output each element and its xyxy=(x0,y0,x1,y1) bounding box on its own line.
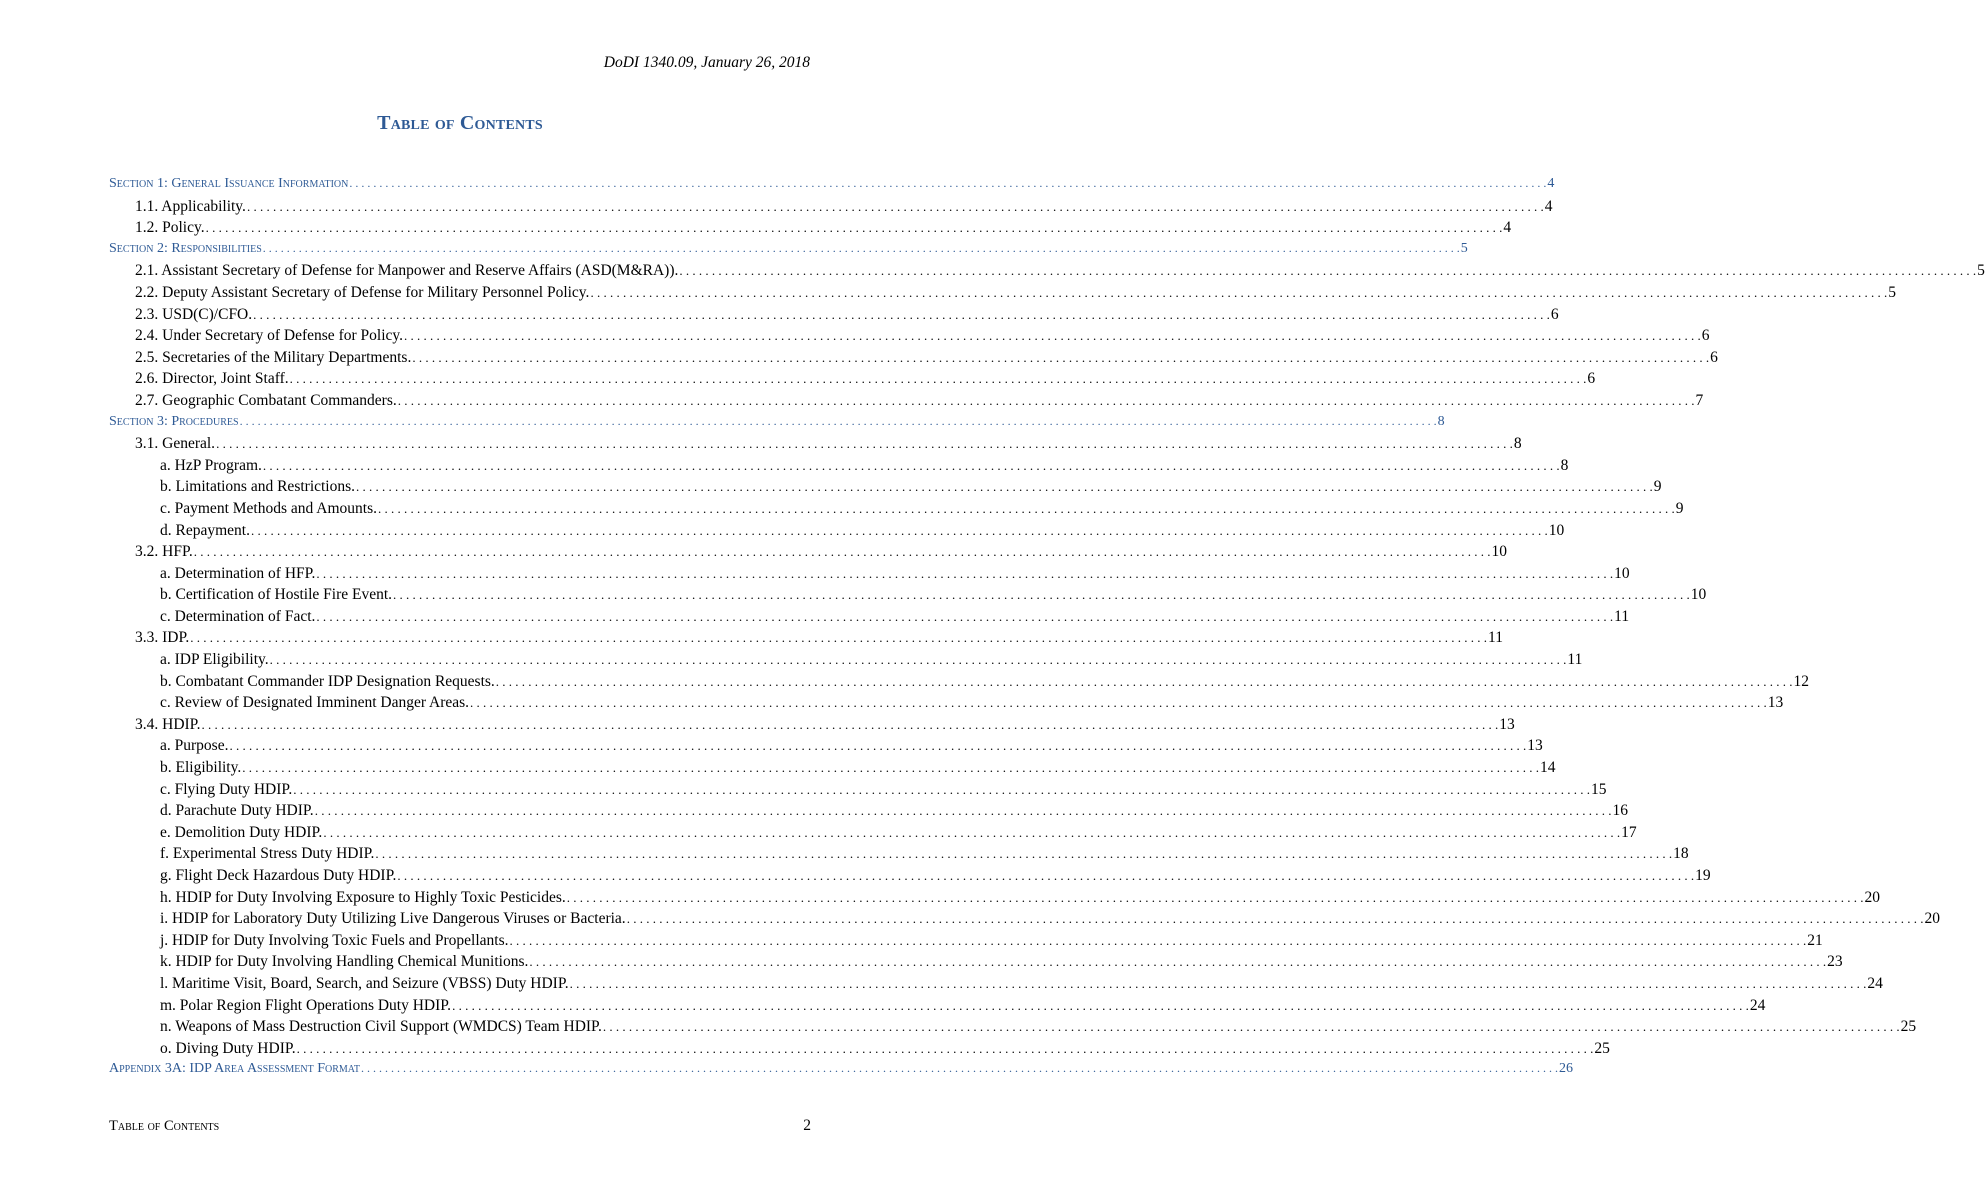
toc-entry[interactable] xyxy=(109,694,1784,716)
dot-leader: . . . . . . . . . . . . . . . . . . . . . . . . . . . . . . . . . . . . . . . . . . . . . . . . . . . . . . . . . . . . . . . . . . . . . . . . . . . . . . . . . . . . . . . . . . . . . . . . . . . . . . . . . . . . . . . . . . . . . . . . . . . . . . . . . . . . . . . . . . . . . . . . . . . . . . . . . . . . . . . . . . . . . . . . . . . . . . . . . . . . . . . . . . . . . . . . . . . . . . . . xyxy=(239,413,1437,428)
toc-entry-page[interactable]: 6 xyxy=(1587,370,1596,388)
toc-entry-page[interactable]: 8 xyxy=(1513,435,1522,453)
toc-entry-label[interactable]: d. Parachute Duty HDIP. xyxy=(160,802,314,820)
toc-entry-page[interactable]: 4 xyxy=(1544,197,1553,215)
dot-leader: . . . . . . . . . . . . . . . . . . . . . . . . . . . . . . . . . . . . . . . . . . . . . . . . . . . . . . . . . . . . . . . . . . . . . . . . . . . . . . . . . . . . . . . . . . . . . . . . . . . . . . . . . . . . . . . . . . . . . . . . . . . . . . . . . . . . . . . . . . . . . . . . . . . . . . . . . . . . . . . . . . . . . . . . . . . . . . . . . . . . . . . . . . . . . . . . . . . . . . . . xyxy=(201,716,1499,732)
toc-entry-page[interactable]: 25 xyxy=(1594,1039,1610,1057)
page-footer xyxy=(109,1117,811,1135)
toc-entry[interactable] xyxy=(109,996,1766,1019)
toc-entry[interactable] xyxy=(109,802,1628,824)
toc-entry-label[interactable]: 2.3. USD(C)/CFO. xyxy=(135,305,253,323)
toc-entry-label[interactable]: b. Limitations and Restrictions. xyxy=(160,478,356,496)
toc-entry-label[interactable]: Appendix 3A: IDP Area Assessment Format xyxy=(109,1061,361,1077)
toc-entry-page[interactable]: 5 xyxy=(1888,283,1896,301)
toc-entry-label[interactable]: f. Experimental Stress Duty HDIP. xyxy=(160,845,375,863)
dot-leader: . . . . . . . . . . . . . . . . . . . . . . . . . . . . . . . . . . . . . . . . . . . . . . . . . . . . . . . . . . . . . . . . . . . . . . . . . . . . . . . . . . . . . . . . . . . . . . . . . . . . . . . . . . . . . . . . . . . . . . . . . . . . . . . . . . . . . . . . . . . . . . . . . . . . . . . . . . . . . . . . . . . . . . . . . . . . . . . . . . . . . . . . . . . . . . . . . . . . . . . . xyxy=(602,1019,1900,1035)
dot-leader: . . . . . . . . . . . . . . . . . . . . . . . . . . . . . . . . . . . . . . . . . . . . . . . . . . . . . . . . . . . . . . . . . . . . . . . . . . . . . . . . . . . . . . . . . . . . . . . . . . . . . . . . . . . . . . . . . . . . . . . . . . . . . . . . . . . . . . . . . . . . . . . . . . . . . . . . . . . . . . . . . . . . . . . . . . . . . . . . . . . . . . . . . . . . . . . . . . . . . . . . xyxy=(397,392,1695,408)
dot-leader: . . . . . . . . . . . . . . . . . . . . . . . . . . . . . . . . . . . . . . . . . . . . . . . . . . . . . . . . . . . . . . . . . . . . . . . . . . . . . . . . . . . . . . . . . . . . . . . . . . . . . . . . . . . . . . . . . . . . . . . . . . . . . . . . . . . . . . . . . . . . . . . . . . . . . . . . . . . . . . . . . . . . . . . . . . . . . . . . . . . . . . . . . . . . . . . . . . . . . . . . xyxy=(452,997,1749,1013)
toc-entry[interactable] xyxy=(109,974,1883,997)
toc-entry[interactable] xyxy=(109,629,1503,651)
toc-entry-page[interactable]: 21 xyxy=(1807,931,1823,949)
toc-entry[interactable] xyxy=(109,564,1630,587)
toc-entry-page[interactable]: 6 xyxy=(1701,327,1710,345)
dot-leader: . . . . . . . . . . . . . . . . . . . . . . . . . . . . . . . . . . . . . . . . . . . . . . . . . . . . . . . . . . . . . . . . . . . . . . . . . . . . . . . . . . . . . . . . . . . . . . . . . . . . . . . . . . . . . . . . . . . . . . . . . . . . . . . . . . . . . . . . . . . . . . . . . . . . . . . . . . . . . . . . . . . . . . . . . . . . . . . . . . . . . . . . . . . . . . . . . . . . . . . . xyxy=(250,522,1548,538)
dot-leader: . . . . . . . . . . . . . . . . . . . . . . . . . . . . . . . . . . . . . . . . . . . . . . . . . . . . . . . . . . . . . . . . . . . . . . . . . . . . . . . . . . . . . . . . . . . . . . . . . . . . . . . . . . . . . . . . . . . . . . . . . . . . . . . . . . . . . . . . . . . . . . . . . . . . . . . . . . . . . . . . . . . . . . . . . . . . . . . . . . . . . . . . . . . . . . . . . . . . . . . . xyxy=(289,371,1587,387)
toc-entry-page[interactable]: 6 xyxy=(1550,305,1559,323)
dot-leader: . . . . . . . . . . . . . . . . . . . . . . . . . . . . . . . . . . . . . . . . . . . . . . . . . . . . . . . . . . . . . . . . . . . . . . . . . . . . . . . . . . . . . . . . . . . . . . . . . . . . . . . . . . . . . . . . . . . . . . . . . . . . . . . . . . . . . . . . . . . . . . . . . . . . . . . . . . . . . . . . . . . . . . . . . . . . . . . . . . . . . . . . . . . . . . . . . . . . . . . . xyxy=(316,565,1614,581)
toc-entry-label[interactable]: c. Payment Methods and Amounts. xyxy=(160,499,377,517)
page-title: Table of Contents xyxy=(377,112,543,134)
toc-entry-page[interactable]: 13 xyxy=(1767,694,1784,712)
toc-entry[interactable] xyxy=(109,391,1704,414)
toc-entry-page[interactable]: 24 xyxy=(1749,996,1766,1014)
toc-entry-page[interactable]: 9 xyxy=(1653,478,1662,496)
toc-entry[interactable] xyxy=(109,370,1596,392)
toc-entry-label[interactable]: 3.1. General. xyxy=(135,435,216,453)
toc-entry[interactable] xyxy=(109,715,1515,738)
dot-leader: . . . . . . . . . . . . . . . . . . . . . . . . . . . . . . . . . . . . . . . . . . . . . . . . . . . . . . . . . . . . . . . . . . . . . . . . . . . . . . . . . . . . . . . . . . . . . . . . . . . . . . . . . . . . . . . . . . . . . . . . . . . . . . . . . . . . . . . . . . . . . . . . . . . . . . . . . . . . . . . . . . . . . . . . . . . . . . . . . . . . . . . . . . . . . . . . . . . . . . . . xyxy=(205,220,1503,236)
dot-leader: . . . . . . . . . . . . . . . . . . . . . . . . . . . . . . . . . . . . . . . . . . . . . . . . . . . . . . . . . . . . . . . . . . . . . . . . . . . . . . . . . . . . . . . . . . . . . . . . . . . . . . . . . . . . . . . . . . . . . . . . . . . . . . . . . . . . . . . . . . . . . . . . . . . . . . . . . . . . . . . . . . . . . . . . . . . . . . . . . . . . . . . . . . . . . . . . . . . . . . . . xyxy=(242,760,1539,776)
dot-leader: . . . . . . . . . . . . . . . . . . . . . . . . . . . . . . . . . . . . . . . . . . . . . . . . . . . . . . . . . . . . . . . . . . . . . . . . . . . . . . . . . . . . . . . . . . . . . . . . . . . . . . . . . . . . . . . . . . . . . . . . . . . . . . . . . . . . . . . . . . . . . . . . . . . . . . . . . . . . . . . . . . . . . . . . . . . . . . . . . . . . . . . . . . . . . . . . . . . . . . . . xyxy=(404,328,1701,344)
toc-entry-label[interactable]: h. HDIP for Duty Involving Exposure to Highly Toxic Pesticides. xyxy=(160,888,566,906)
toc-entry-page[interactable]: 11 xyxy=(1614,607,1630,625)
toc-entry-page[interactable]: 10 xyxy=(1690,586,1707,604)
toc-entry-label[interactable]: a. IDP Eligibility. xyxy=(160,651,269,669)
toc-section-entry[interactable] xyxy=(109,413,1445,436)
dot-leader: . . . . . . . . . . . . . . . . . . . . . . . . . . . . . . . . . . . . . . . . . . . . . . . . . . . . . . . . . . . . . . . . . . . . . . . . . . . . . . . . . . . . . . . . . . . . . . . . . . . . . . . . . . . . . . . . . . . . . . . . . . . . . . . . . . . . . . . . . . . . . . . . . . . . . . . . . . . . . . . . . . . . . . . . . . . . . . . . . . . . . . . . . . . . . . . . . . . . . . . . xyxy=(590,284,1888,300)
toc-entry-label[interactable]: j. HDIP for Duty Involving Toxic Fuels and Propellants. xyxy=(160,931,509,949)
dot-leader: . . . . . . . . . . . . . . . . . . . . . . . . . . . . . . . . . . . . . . . . . . . . . . . . . . . . . . . . . . . . . . . . . . . . . . . . . . . . . . . . . . . . . . . . . . . . . . . . . . . . . . . . . . . . . . . . . . . . . . . . . . . . . . . . . . . . . . . . . . . . . . . . . . . . . . . . . . . . . . . . . . . . . . . . . . . . . . . . . . . . . . . . . . . . . . . . . . . . . . . . xyxy=(679,263,1977,279)
toc-entry-label[interactable]: d. Repayment. xyxy=(160,521,250,539)
toc-entry-label[interactable]: 2.7. Geographic Combatant Commanders. xyxy=(135,391,397,409)
toc-entry-label[interactable]: b. Eligibility. xyxy=(160,759,242,777)
toc-entry-label[interactable]: e. Demolition Duty HDIP. xyxy=(160,823,323,841)
toc-entry-label[interactable]: g. Flight Deck Hazardous Duty HDIP. xyxy=(160,867,397,884)
toc-section-entry[interactable] xyxy=(109,176,1555,198)
toc-entry[interactable] xyxy=(109,737,1543,759)
toc-entry[interactable] xyxy=(109,435,1522,457)
dot-leader: . . . . . . . . . . . . . . . . . . . . . . . . . . . . . . . . . . . . . . . . . . . . . . . . . . . . . . . . . . . . . . . . . . . . . . . . . . . . . . . . . . . . . . . . . . . . . . . . . . . . . . . . . . . . . . . . . . . . . . . . . . . . . . . . . . . . . . . . . . . . . . . . . . . . . . . . . . . . . . . . . . . . . . . . . . . . . . . . . . . . . . . . . . . . . . . . . . . . . . . . xyxy=(316,608,1614,624)
dot-leader: . . . . . . . . . . . . . . . . . . . . . . . . . . . . . . . . . . . . . . . . . . . . . . . . . . . . . . . . . . . . . . . . . . . . . . . . . . . . . . . . . . . . . . . . . . . . . . . . . . . . . . . . . . . . . . . . . . . . . . . . . . . . . . . . . . . . . . . . . . . . . . . . . . . . . . . . . . . . . . . . . . . . . . . . . . . . . . . . . . . . . . . . . . . . . . . . . . . . . . . . xyxy=(529,954,1827,970)
toc-entry-label[interactable]: 3.2. HFP. xyxy=(135,543,193,561)
dot-leader: . . . . . . . . . . . . . . . . . . . . . . . . . . . . . . . . . . . . . . . . . . . . . . . . . . . . . . . . . . . . . . . . . . . . . . . . . . . . . . . . . . . . . . . . . . . . . . . . . . . . . . . . . . . . . . . . . . . . . . . . . . . . . . . . . . . . . . . . . . . . . . . . . . . . . . . . . . . . . . . . . . . . . . . . . . . . . . . . . . . . . . . . . . . . . . . . . . . . . . . . xyxy=(566,889,1864,905)
toc-entry-page[interactable]: 15 xyxy=(1590,780,1607,798)
toc-entry[interactable] xyxy=(109,543,1507,565)
toc-entry[interactable] xyxy=(109,672,1810,695)
dot-leader: . . . . . . . . . . . . . . . . . . . . . . . . . . . . . . . . . . . . . . . . . . . . . . . . . . . . . . . . . . . . . . . . . . . . . . . . . . . . . . . . . . . . . . . . . . . . . . . . . . . . . . . . . . . . . . . . . . . . . . . . . . . . . . . . . . . . . . . . . . . . . . . . . . . . . . . . . . . . . . . . . . . . . . . . . . . . . . . . . . . . . . . . . . . . . . . . . . . . . . . . xyxy=(229,738,1527,754)
toc-entry-page[interactable]: 13 xyxy=(1527,737,1543,755)
dot-leader: . . . . . . . . . . . . . . . . . . . . . . . . . . . . . . . . . . . . . . . . . . . . . . . . . . . . . . . . . . . . . . . . . . . . . . . . . . . . . . . . . . . . . . . . . . . . . . . . . . . . . . . . . . . . . . . . . . . . . . . . . . . . . . . . . . . . . . . . . . . . . . . . . . . . . . . . . . . . . . . . . . . . . . . . . . . . . . . . . . . . . . . . . . . . . . . . . . . . . . . . xyxy=(193,544,1491,560)
toc-entry-label[interactable]: b. Certification of Hostile Fire Event. xyxy=(160,586,393,604)
dot-leader: . . . . . . . . . . . . . . . . . . . . . . . . . . . . . . . . . . . . . . . . . . . . . . . . . . . . . . . . . . . . . . . . . . . . . . . . . . . . . . . . . . . . . . . . . . . . . . . . . . . . . . . . . . . . . . . . . . . . . . . . . . . . . . . . . . . . . . . . . . . . . . . . . . . . . . . . . . . . . . . . . . . . . . . . . . . . . . . . . . . . . . . . . . . . . . . . . . . . . . . . xyxy=(296,1040,1594,1056)
toc-entry[interactable] xyxy=(109,219,1512,241)
toc-entry[interactable] xyxy=(109,1039,1610,1062)
toc-entry-label[interactable]: Section 1: General Issuance Information xyxy=(109,176,349,191)
toc-entry[interactable] xyxy=(109,197,1553,220)
toc-entry-label[interactable]: o. Diving Duty HDIP. xyxy=(160,1039,296,1057)
toc-entry-page[interactable]: 20 xyxy=(1864,888,1881,906)
toc-entry[interactable] xyxy=(109,456,1569,479)
toc-entry-page[interactable]: 11 xyxy=(1567,651,1583,669)
toc-entry-page[interactable]: 12 xyxy=(1793,672,1810,690)
toc-entry-label[interactable]: a. Determination of HFP. xyxy=(160,564,316,582)
toc-entry-label[interactable]: c. Determination of Fact. xyxy=(160,607,316,625)
toc-entry-page[interactable]: 19 xyxy=(1695,867,1711,884)
toc-entry[interactable] xyxy=(109,305,1559,328)
toc-entry[interactable] xyxy=(109,283,1896,306)
toc-entry-page[interactable]: 4 xyxy=(1503,219,1512,237)
toc-entry-page[interactable]: 9 xyxy=(1675,499,1684,517)
dot-leader: . . . . . . . . . . . . . . . . . . . . . . . . . . . . . . . . . . . . . . . . . . . . . . . . . . . . . . . . . . . . . . . . . . . . . . . . . . . . . . . . . . . . . . . . . . . . . . . . . . . . . . . . . . . . . . . . . . . . . . . . . . . . . . . . . . . . . . . . . . . . . . . . . . . . . . . . . . . . . . . . . . . . . . . . . . . . . . . . . . . . . . . . . . . . . . . . . . . . . . . . xyxy=(356,479,1653,495)
toc-entry-page[interactable]: 25 xyxy=(1900,1018,1917,1036)
toc-entry[interactable] xyxy=(109,262,1985,284)
toc-entry[interactable] xyxy=(109,651,1583,673)
toc-entry-page[interactable]: 5 xyxy=(1977,262,1985,280)
dot-leader: . . . . . . . . . . . . . . . . . . . . . . . . . . . . . . . . . . . . . . . . . . . . . . . . . . . . . . . . . . . . . . . . . . . . . . . . . . . . . . . . . . . . . . . . . . . . . . . . . . . . . . . . . . . . . . . . . . . . . . . . . . . . . . . . . . . . . . . . . . . . . . . . . . . . . . . . . . . . . . . . . . . . . . . . . . . . . . . . . . . . . . . . . . . . . . . . . . . . . . . . xyxy=(349,176,1547,190)
dot-leader: . . . . . . . . . . . . . . . . . . . . . . . . . . . . . . . . . . . . . . . . . . . . . . . . . . . . . . . . . . . . . . . . . . . . . . . . . . . . . . . . . . . . . . . . . . . . . . . . . . . . . . . . . . . . . . . . . . . . . . . . . . . . . . . . . . . . . . . . . . . . . . . . . . . . . . . . . . . . . . . . . . . . . . . . . . . . . . . . . . . . . . . . . . . . . . . . . . . . . . . . xyxy=(262,240,1460,255)
toc-entry-label[interactable]: c. Review of Designated Imminent Danger Areas. xyxy=(160,694,470,712)
toc-entry-page[interactable]: 10 xyxy=(1548,521,1565,539)
dot-leader: . . . . . . . . . . . . . . . . . . . . . . . . . . . . . . . . . . . . . . . . . . . . . . . . . . . . . . . . . . . . . . . . . . . . . . . . . . . . . . . . . . . . . . . . . . . . . . . . . . . . . . . . . . . . . . . . . . . . . . . . . . . . . . . . . . . . . . . . . . . . . . . . . . . . . . . . . . . . . . . . . . . . . . . . . . . . . . . . . . . . . . . . . . . . . . . . . . . . . . . . xyxy=(190,630,1488,646)
dot-leader: . . . . . . . . . . . . . . . . . . . . . . . . . . . . . . . . . . . . . . . . . . . . . . . . . . . . . . . . . . . . . . . . . . . . . . . . . . . . . . . . . . . . . . . . . . . . . . . . . . . . . . . . . . . . . . . . . . . . . . . . . . . . . . . . . . . . . . . . . . . . . . . . . . . . . . . . . . . . . . . . . . . . . . . . . . . . . . . . . . . . . . . . . . . . . . . . . . . . . . . . xyxy=(626,911,1924,927)
toc-entry-label[interactable]: i. HDIP for Laboratory Duty Utilizing Live Dangerous Viruses or Bacteria. xyxy=(160,910,626,928)
toc-entry-label[interactable]: 1.1. Applicability. xyxy=(135,197,246,215)
dot-leader: . . . . . . . . . . . . . . . . . . . . . . . . . . . . . . . . . . . . . . . . . . . . . . . . . . . . . . . . . . . . . . . . . . . . . . . . . . . . . . . . . . . . . . . . . . . . . . . . . . . . . . . . . . . . . . . . . . . . . . . . . . . . . . . . . . . . . . . . . . . . . . . . . . . . . . . . . . . . . . . . . . . . . . . . . . . . . . . . . . . . . . . . . . . . . . . . . . . . . . . . xyxy=(393,587,1690,603)
toc-entry-page[interactable]: 7 xyxy=(1695,391,1704,409)
toc-entry-label[interactable]: 2.1. Assistant Secretary of Defense for Manpower and Reserve Affairs (ASD(M&RA)). xyxy=(135,262,679,280)
toc-entry[interactable] xyxy=(109,845,1689,867)
toc-entry[interactable] xyxy=(109,910,1940,932)
toc-entry-label[interactable]: Section 2: Responsibilities xyxy=(109,240,262,256)
toc-entry-page[interactable]: 10 xyxy=(1491,543,1507,561)
dot-leader: . . . . . . . . . . . . . . . . . . . . . . . . . . . . . . . . . . . . . . . . . . . . . . . . . . . . . . . . . . . . . . . . . . . . . . . . . . . . . . . . . . . . . . . . . . . . . . . . . . . . . . . . . . . . . . . . . . . . . . . . . . . . . . . . . . . . . . . . . . . . . . . . . . . . . . . . . . . . . . . . . . . . . . . . . . . . . . . . . . . . . . . . . . . . . . . . . . . . . . . . xyxy=(412,349,1710,365)
dot-leader: . . . . . . . . . . . . . . . . . . . . . . . . . . . . . . . . . . . . . . . . . . . . . . . . . . . . . . . . . . . . . . . . . . . . . . . . . . . . . . . . . . . . . . . . . . . . . . . . . . . . . . . . . . . . . . . . . . . . . . . . . . . . . . . . . . . . . . . . . . . . . . . . . . . . . . . . . . . . . . . . . . . . . . . . . . . . . . . . . . . . . . . . . . . . . . . . . . . . . . . . xyxy=(269,652,1567,668)
dot-leader: . . . . . . . . . . . . . . . . . . . . . . . . . . . . . . . . . . . . . . . . . . . . . . . . . . . . . . . . . . . . . . . . . . . . . . . . . . . . . . . . . . . . . . . . . . . . . . . . . . . . . . . . . . . . . . . . . . . . . . . . . . . . . . . . . . . . . . . . . . . . . . . . . . . . . . . . . . . . . . . . . . . . . . . . . . . . . . . . . . . . . . . . . . . . . . . . . . . . . . . . xyxy=(509,932,1807,948)
toc-section-entry[interactable] xyxy=(109,240,1468,263)
document-header: DoDI 1340.09, January 26, 2018 xyxy=(603,54,810,71)
toc-entry-page[interactable]: 6 xyxy=(1710,348,1718,366)
toc-entry-label[interactable]: 2.4. Under Secretary of Defense for Policy. xyxy=(135,327,403,345)
toc-entry-page[interactable]: 17 xyxy=(1621,823,1637,841)
dot-leader: . . . . . . . . . . . . . . . . . . . . . . . . . . . . . . . . . . . . . . . . . . . . . . . . . . . . . . . . . . . . . . . . . . . . . . . . . . . . . . . . . . . . . . . . . . . . . . . . . . . . . . . . . . . . . . . . . . . . . . . . . . . . . . . . . . . . . . . . . . . . . . . . . . . . . . . . . . . . . . . . . . . . . . . . . . . . . . . . . . . . . . . . . . . . . . . . . . . . . . . . xyxy=(323,824,1621,840)
toc-entry[interactable] xyxy=(109,499,1684,522)
dot-leader: . . . . . . . . . . . . . . . . . . . . . . . . . . . . . . . . . . . . . . . . . . . . . . . . . . . . . . . . . . . . . . . . . . . . . . . . . . . . . . . . . . . . . . . . . . . . . . . . . . . . . . . . . . . . . . . . . . . . . . . . . . . . . . . . . . . . . . . . . . . . . . . . . . . . . . . . . . . . . . . . . . . . . . . . . . . . . . . . . . . . . . . . . . . . . . . . . . . . . . . . xyxy=(293,781,1590,797)
page-number: 2 xyxy=(803,1117,811,1134)
toc-entry-label[interactable]: 2.5. Secretaries of the Military Departments. xyxy=(135,348,412,366)
dot-leader: . . . . . . . . . . . . . . . . . . . . . . . . . . . . . . . . . . . . . . . . . . . . . . . . . . . . . . . . . . . . . . . . . . . . . . . . . . . . . . . . . . . . . . . . . . . . . . . . . . . . . . . . . . . . . . . . . . . . . . . . . . . . . . . . . . . . . . . . . . . . . . . . . . . . . . . . . . . . . . . . . . . . . . . . . . . . . . . . . . . . . . . . . . . . . . . . . . . . . . . . xyxy=(361,1061,1559,1076)
toc-entry-label[interactable]: a. HzP Program. xyxy=(160,456,262,474)
dot-leader: . . . . . . . . . . . . . . . . . . . . . . . . . . . . . . . . . . . . . . . . . . . . . . . . . . . . . . . . . . . . . . . . . . . . . . . . . . . . . . . . . . . . . . . . . . . . . . . . . . . . . . . . . . . . . . . . . . . . . . . . . . . . . . . . . . . . . . . . . . . . . . . . . . . . . . . . . . . . . . . . . . . . . . . . . . . . . . . . . . . . . . . . . . . . . . . . . . . . . . . . xyxy=(569,975,1867,991)
toc-entry[interactable] xyxy=(109,607,1630,630)
table-of-contents xyxy=(109,176,1985,1083)
toc-entry-label[interactable]: n. Weapons of Mass Destruction Civil Support (WMDCS) Team HDIP. xyxy=(160,1018,602,1036)
toc-entry-label[interactable]: 2.2. Deputy Assistant Secretary of Defense for Military Personnel Policy. xyxy=(135,283,590,301)
toc-entry-label[interactable]: b. Combatant Commander IDP Designation Requests. xyxy=(160,672,495,690)
toc-entry-label[interactable]: c. Flying Duty HDIP. xyxy=(160,780,293,798)
toc-entry-page[interactable]: 5 xyxy=(1460,240,1468,256)
toc-entry[interactable] xyxy=(109,759,1556,781)
toc-entry-page[interactable]: 11 xyxy=(1488,629,1503,647)
toc-entry-page[interactable]: 8 xyxy=(1560,456,1569,474)
toc-entry-page[interactable]: 24 xyxy=(1867,974,1883,992)
toc-entry-label[interactable]: a. Purpose. xyxy=(160,737,229,755)
dot-leader: . . . . . . . . . . . . . . . . . . . . . . . . . . . . . . . . . . . . . . . . . . . . . . . . . . . . . . . . . . . . . . . . . . . . . . . . . . . . . . . . . . . . . . . . . . . . . . . . . . . . . . . . . . . . . . . . . . . . . . . . . . . . . . . . . . . . . . . . . . . . . . . . . . . . . . . . . . . . . . . . . . . . . . . . . . . . . . . . . . . . . . . . . . . . . . . . . . . . . . . . xyxy=(375,846,1673,862)
toc-entry-page[interactable]: 26 xyxy=(1559,1061,1574,1077)
dot-leader: . . . . . . . . . . . . . . . . . . . . . . . . . . . . . . . . . . . . . . . . . . . . . . . . . . . . . . . . . . . . . . . . . . . . . . . . . . . . . . . . . . . . . . . . . . . . . . . . . . . . . . . . . . . . . . . . . . . . . . . . . . . . . . . . . . . . . . . . . . . . . . . . . . . . . . . . . . . . . . . . . . . . . . . . . . . . . . . . . . . . . . . . . . . . . . . . . . . . . . . . xyxy=(246,198,1544,214)
toc-entry[interactable] xyxy=(109,478,1662,500)
dot-leader: . . . . . . . . . . . . . . . . . . . . . . . . . . . . . . . . . . . . . . . . . . . . . . . . . . . . . . . . . . . . . . . . . . . . . . . . . . . . . . . . . . . . . . . . . . . . . . . . . . . . . . . . . . . . . . . . . . . . . . . . . . . . . . . . . . . . . . . . . . . . . . . . . . . . . . . . . . . . . . . . . . . . . . . . . . . . . . . . . . . . . . . . . . . . . . . . . . . . . . . . xyxy=(216,436,1513,452)
toc-entry-label[interactable]: 3.4. HDIP. xyxy=(135,715,201,733)
toc-entry-label[interactable]: 3.3. IDP. xyxy=(135,629,190,647)
toc-entry-label[interactable]: k. HDIP for Duty Involving Handling Chemical Munitions. xyxy=(160,953,529,971)
toc-entry-page[interactable]: 8 xyxy=(1437,413,1445,429)
toc-entry[interactable] xyxy=(109,953,1843,975)
dot-leader: . . . . . . . . . . . . . . . . . . . . . . . . . . . . . . . . . . . . . . . . . . . . . . . . . . . . . . . . . . . . . . . . . . . . . . . . . . . . . . . . . . . . . . . . . . . . . . . . . . . . . . . . . . . . . . . . . . . . . . . . . . . . . . . . . . . . . . . . . . . . . . . . . . . . . . . . . . . . . . . . . . . . . . . . . . . . . . . . . . . . . . . . . . . . . . . . . . . . . . . . xyxy=(378,500,1675,516)
toc-entry[interactable] xyxy=(109,888,1881,911)
toc-entry-page[interactable]: 14 xyxy=(1539,759,1556,777)
toc-entry[interactable] xyxy=(109,823,1637,846)
dot-leader: . . . . . . . . . . . . . . . . . . . . . . . . . . . . . . . . . . . . . . . . . . . . . . . . . . . . . . . . . . . . . . . . . . . . . . . . . . . . . . . . . . . . . . . . . . . . . . . . . . . . . . . . . . . . . . . . . . . . . . . . . . . . . . . . . . . . . . . . . . . . . . . . . . . . . . . . . . . . . . . . . . . . . . . . . . . . . . . . . . . . . . . . . . . . . . . . . . . . . . . . xyxy=(262,457,1560,473)
dot-leader: . . . . . . . . . . . . . . . . . . . . . . . . . . . . . . . . . . . . . . . . . . . . . . . . . . . . . . . . . . . . . . . . . . . . . . . . . . . . . . . . . . . . . . . . . . . . . . . . . . . . . . . . . . . . . . . . . . . . . . . . . . . . . . . . . . . . . . . . . . . . . . . . . . . . . . . . . . . . . . . . . . . . . . . . . . . . . . . . . . . . . . . . . . . . . . . . . . . . . . . . xyxy=(495,673,1793,689)
toc-entry-label[interactable]: 1.2. Policy. xyxy=(135,219,205,237)
dot-leader: . . . . . . . . . . . . . . . . . . . . . . . . . . . . . . . . . . . . . . . . . . . . . . . . . . . . . . . . . . . . . . . . . . . . . . . . . . . . . . . . . . . . . . . . . . . . . . . . . . . . . . . . . . . . . . . . . . . . . . . . . . . . . . . . . . . . . . . . . . . . . . . . . . . . . . . . . . . . . . . . . . . . . . . . . . . . . . . . . . . . . . . . . . . . . . . . . . . . . . . . xyxy=(253,306,1550,322)
toc-entry[interactable] xyxy=(109,1018,1917,1040)
toc-entry[interactable] xyxy=(109,521,1565,544)
toc-entry-page[interactable]: 23 xyxy=(1827,953,1843,971)
toc-entry[interactable] xyxy=(109,586,1707,608)
footer-title: Table of Contents xyxy=(109,1118,220,1134)
toc-entry[interactable] xyxy=(109,867,1711,889)
toc-entry-label[interactable]: l. Maritime Visit, Board, Search, and Seizure (VBSS) Duty HDIP. xyxy=(160,974,569,992)
dot-leader: . . . . . . . . . . . . . . . . . . . . . . . . . . . . . . . . . . . . . . . . . . . . . . . . . . . . . . . . . . . . . . . . . . . . . . . . . . . . . . . . . . . . . . . . . . . . . . . . . . . . . . . . . . . . . . . . . . . . . . . . . . . . . . . . . . . . . . . . . . . . . . . . . . . . . . . . . . . . . . . . . . . . . . . . . . . . . . . . . . . . . . . . . . . . . . . . . . . . . . . . xyxy=(470,695,1767,711)
toc-entry-page[interactable]: 16 xyxy=(1612,802,1628,820)
toc-entry-page[interactable]: 10 xyxy=(1614,564,1630,582)
toc-entry[interactable] xyxy=(109,931,1823,954)
toc-entry-page[interactable]: 18 xyxy=(1673,845,1689,863)
toc-entry[interactable] xyxy=(109,348,1718,371)
dot-leader: . . . . . . . . . . . . . . . . . . . . . . . . . . . . . . . . . . . . . . . . . . . . . . . . . . . . . . . . . . . . . . . . . . . . . . . . . . . . . . . . . . . . . . . . . . . . . . . . . . . . . . . . . . . . . . . . . . . . . . . . . . . . . . . . . . . . . . . . . . . . . . . . . . . . . . . . . . . . . . . . . . . . . . . . . . . . . . . . . . . . . . . . . . . . . . . . . . . . . . . . xyxy=(397,868,1695,883)
toc-section-entry[interactable] xyxy=(109,1061,1574,1083)
toc-entry-label[interactable]: 2.6. Director, Joint Staff. xyxy=(135,370,289,388)
toc-entry-label[interactable]: Section 3: Procedures xyxy=(109,413,239,429)
toc-entry[interactable] xyxy=(109,327,1710,349)
dot-leader: . . . . . . . . . . . . . . . . . . . . . . . . . . . . . . . . . . . . . . . . . . . . . . . . . . . . . . . . . . . . . . . . . . . . . . . . . . . . . . . . . . . . . . . . . . . . . . . . . . . . . . . . . . . . . . . . . . . . . . . . . . . . . . . . . . . . . . . . . . . . . . . . . . . . . . . . . . . . . . . . . . . . . . . . . . . . . . . . . . . . . . . . . . . . . . . . . . . . . . . . xyxy=(314,803,1612,819)
toc-entry-page[interactable]: 4 xyxy=(1547,176,1555,191)
toc-entry-label[interactable]: m. Polar Region Flight Operations Duty HDIP. xyxy=(160,996,452,1014)
toc-entry-page[interactable]: 13 xyxy=(1499,715,1515,733)
toc-entry-page[interactable]: 20 xyxy=(1924,910,1940,928)
toc-entry[interactable] xyxy=(109,780,1607,803)
